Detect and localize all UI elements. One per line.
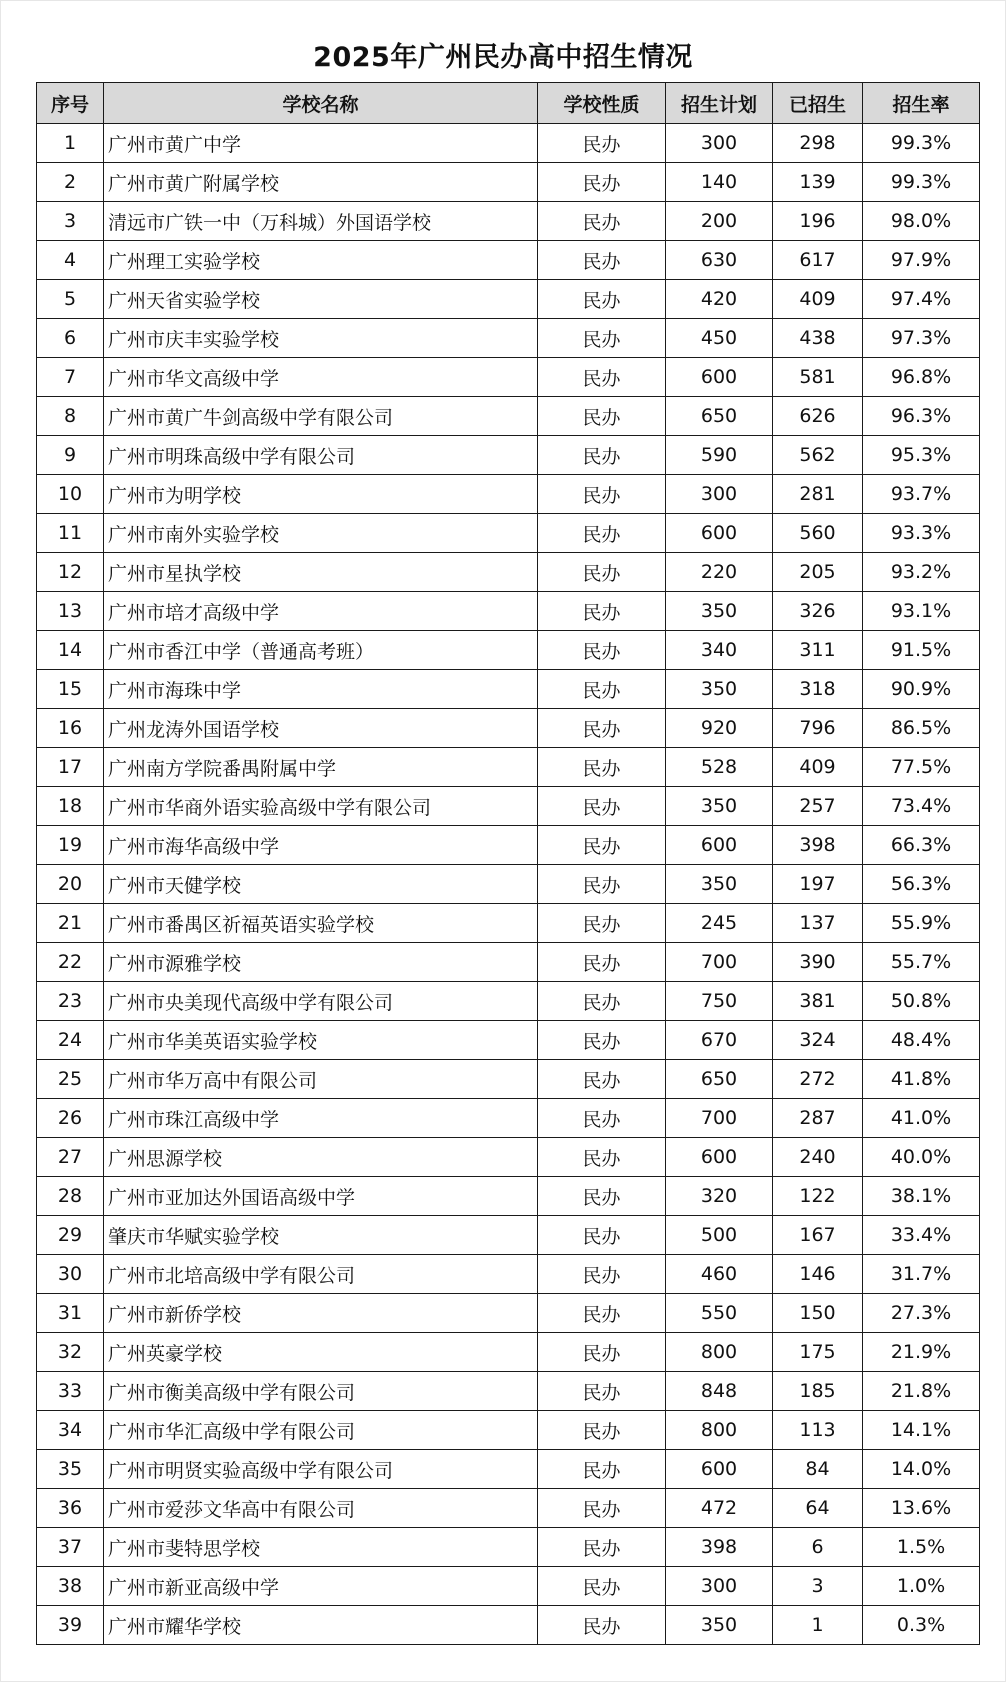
cell-enrolled: 257: [773, 787, 863, 826]
cell-school-name: 广州市斐特思学校: [104, 1528, 538, 1567]
cell-index: 24: [37, 1021, 104, 1060]
cell-school-type: 民办: [538, 1138, 666, 1177]
cell-rate: 21.8%: [863, 1372, 980, 1411]
cell-plan: 590: [666, 436, 773, 475]
cell-enrolled: 581: [773, 358, 863, 397]
cell-plan: 630: [666, 241, 773, 280]
cell-index: 14: [37, 631, 104, 670]
cell-school-type: 民办: [538, 163, 666, 202]
cell-plan: 350: [666, 1606, 773, 1645]
cell-index: 22: [37, 943, 104, 982]
cell-plan: 472: [666, 1489, 773, 1528]
cell-enrolled: 272: [773, 1060, 863, 1099]
cell-enrolled: 139: [773, 163, 863, 202]
cell-rate: 27.3%: [863, 1294, 980, 1333]
table-row: [37, 1528, 980, 1567]
cell-rate: 91.5%: [863, 631, 980, 670]
cell-enrolled: 560: [773, 514, 863, 553]
cell-school-type: 民办: [538, 1216, 666, 1255]
table-row: [37, 982, 980, 1021]
cell-index: 19: [37, 826, 104, 865]
cell-plan: 920: [666, 709, 773, 748]
cell-plan: 220: [666, 553, 773, 592]
cell-enrolled: 137: [773, 904, 863, 943]
table-row: [37, 787, 980, 826]
table-row: [37, 943, 980, 982]
cell-rate: 38.1%: [863, 1177, 980, 1216]
cell-enrolled: 64: [773, 1489, 863, 1528]
cell-school-type: 民办: [538, 514, 666, 553]
cell-enrolled: 146: [773, 1255, 863, 1294]
cell-index: 16: [37, 709, 104, 748]
cell-school-type: 民办: [538, 709, 666, 748]
cell-school-name: 肇庆市华赋实验学校: [104, 1216, 538, 1255]
cell-school-type: 民办: [538, 475, 666, 514]
cell-index: 8: [37, 397, 104, 436]
cell-rate: 41.0%: [863, 1099, 980, 1138]
cell-plan: 300: [666, 1567, 773, 1606]
cell-school-name: 广州市爱莎文华高中有限公司: [104, 1489, 538, 1528]
cell-school-type: 民办: [538, 787, 666, 826]
table-row: [37, 124, 980, 163]
cell-rate: 97.4%: [863, 280, 980, 319]
cell-plan: 350: [666, 592, 773, 631]
cell-school-name: 广州市明贤实验高级中学有限公司: [104, 1450, 538, 1489]
cell-rate: 1.0%: [863, 1567, 980, 1606]
cell-rate: 14.1%: [863, 1411, 980, 1450]
cell-enrolled: 381: [773, 982, 863, 1021]
cell-school-name: 广州理工实验学校: [104, 241, 538, 280]
cell-school-type: 民办: [538, 1567, 666, 1606]
cell-plan: 670: [666, 1021, 773, 1060]
cell-school-type: 民办: [538, 1333, 666, 1372]
cell-school-name: 广州市耀华学校: [104, 1606, 538, 1645]
cell-enrolled: 240: [773, 1138, 863, 1177]
cell-index: 39: [37, 1606, 104, 1645]
table-row: [37, 748, 980, 787]
cell-school-name: 广州市华汇高级中学有限公司: [104, 1411, 538, 1450]
table-row: [37, 904, 980, 943]
cell-enrolled: 287: [773, 1099, 863, 1138]
cell-enrolled: 196: [773, 202, 863, 241]
table-row: [37, 1411, 980, 1450]
cell-index: 18: [37, 787, 104, 826]
cell-rate: 90.9%: [863, 670, 980, 709]
table-row: [37, 1372, 980, 1411]
cell-enrolled: 197: [773, 865, 863, 904]
cell-index: 27: [37, 1138, 104, 1177]
cell-rate: 86.5%: [863, 709, 980, 748]
cell-school-name: 广州市为明学校: [104, 475, 538, 514]
cell-rate: 40.0%: [863, 1138, 980, 1177]
cell-school-type: 民办: [538, 1606, 666, 1645]
cell-school-name: 广州市天健学校: [104, 865, 538, 904]
cell-enrolled: 311: [773, 631, 863, 670]
table-row: [37, 1138, 980, 1177]
table-row: [37, 1216, 980, 1255]
cell-school-type: 民办: [538, 982, 666, 1021]
cell-enrolled: 175: [773, 1333, 863, 1372]
table-row: [37, 1021, 980, 1060]
cell-enrolled: 150: [773, 1294, 863, 1333]
cell-school-type: 民办: [538, 358, 666, 397]
cell-enrolled: 796: [773, 709, 863, 748]
cell-school-name: 广州市培才高级中学: [104, 592, 538, 631]
cell-index: 3: [37, 202, 104, 241]
cell-school-type: 民办: [538, 865, 666, 904]
cell-school-name: 广州市衡美高级中学有限公司: [104, 1372, 538, 1411]
cell-plan: 300: [666, 124, 773, 163]
table-row: [37, 709, 980, 748]
cell-school-name: 广州英豪学校: [104, 1333, 538, 1372]
cell-rate: 73.4%: [863, 787, 980, 826]
cell-school-name: 广州市明珠高级中学有限公司: [104, 436, 538, 475]
cell-school-type: 民办: [538, 592, 666, 631]
cell-rate: 77.5%: [863, 748, 980, 787]
cell-school-name: 广州市黄广中学: [104, 124, 538, 163]
cell-plan: 650: [666, 397, 773, 436]
table-row: [37, 1333, 980, 1372]
cell-plan: 750: [666, 982, 773, 1021]
cell-school-name: 广州市央美现代高级中学有限公司: [104, 982, 538, 1021]
cell-enrolled: 298: [773, 124, 863, 163]
cell-plan: 600: [666, 358, 773, 397]
cell-plan: 450: [666, 319, 773, 358]
cell-index: 35: [37, 1450, 104, 1489]
cell-enrolled: 113: [773, 1411, 863, 1450]
enrollment-table: [36, 82, 980, 1645]
table-row: [37, 436, 980, 475]
cell-rate: 99.3%: [863, 163, 980, 202]
cell-plan: 300: [666, 475, 773, 514]
cell-school-name: 广州市南外实验学校: [104, 514, 538, 553]
cell-index: 12: [37, 553, 104, 592]
cell-enrolled: 1: [773, 1606, 863, 1645]
cell-rate: 56.3%: [863, 865, 980, 904]
cell-plan: 600: [666, 826, 773, 865]
cell-school-type: 民办: [538, 1255, 666, 1294]
table-row: [37, 241, 980, 280]
cell-school-type: 民办: [538, 280, 666, 319]
cell-rate: 93.3%: [863, 514, 980, 553]
table-row: [37, 865, 980, 904]
table-row: [37, 475, 980, 514]
cell-school-type: 民办: [538, 241, 666, 280]
header-school-type: 学校性质: [538, 83, 666, 124]
table-row: [37, 670, 980, 709]
cell-index: 21: [37, 904, 104, 943]
cell-plan: 140: [666, 163, 773, 202]
cell-school-type: 民办: [538, 670, 666, 709]
cell-enrolled: 6: [773, 1528, 863, 1567]
cell-index: 11: [37, 514, 104, 553]
cell-index: 30: [37, 1255, 104, 1294]
cell-rate: 48.4%: [863, 1021, 980, 1060]
cell-plan: 500: [666, 1216, 773, 1255]
cell-index: 37: [37, 1528, 104, 1567]
cell-enrolled: 318: [773, 670, 863, 709]
cell-index: 2: [37, 163, 104, 202]
cell-plan: 550: [666, 1294, 773, 1333]
cell-school-type: 民办: [538, 1294, 666, 1333]
table-row: [37, 202, 980, 241]
cell-plan: 800: [666, 1333, 773, 1372]
table-row: [37, 358, 980, 397]
cell-enrolled: 409: [773, 748, 863, 787]
cell-school-name: 广州市黄广牛剑高级中学有限公司: [104, 397, 538, 436]
table-row: [37, 280, 980, 319]
cell-school-type: 民办: [538, 1411, 666, 1450]
table-row: [37, 1489, 980, 1528]
cell-rate: 1.5%: [863, 1528, 980, 1567]
cell-index: 28: [37, 1177, 104, 1216]
cell-enrolled: 409: [773, 280, 863, 319]
cell-enrolled: 84: [773, 1450, 863, 1489]
cell-plan: 350: [666, 865, 773, 904]
cell-school-type: 民办: [538, 124, 666, 163]
cell-school-name: 广州市源雅学校: [104, 943, 538, 982]
cell-school-type: 民办: [538, 904, 666, 943]
cell-index: 31: [37, 1294, 104, 1333]
cell-rate: 55.9%: [863, 904, 980, 943]
cell-school-type: 民办: [538, 1021, 666, 1060]
cell-school-name: 广州天省实验学校: [104, 280, 538, 319]
cell-rate: 55.7%: [863, 943, 980, 982]
table-row: [37, 397, 980, 436]
cell-enrolled: 438: [773, 319, 863, 358]
cell-rate: 99.3%: [863, 124, 980, 163]
cell-enrolled: 617: [773, 241, 863, 280]
cell-rate: 31.7%: [863, 1255, 980, 1294]
cell-plan: 460: [666, 1255, 773, 1294]
cell-school-type: 民办: [538, 1528, 666, 1567]
cell-plan: 600: [666, 1138, 773, 1177]
cell-enrolled: 390: [773, 943, 863, 982]
cell-rate: 97.9%: [863, 241, 980, 280]
cell-school-name: 广州市北培高级中学有限公司: [104, 1255, 538, 1294]
table-header: [37, 83, 980, 124]
cell-index: 15: [37, 670, 104, 709]
cell-school-name: 广州市庆丰实验学校: [104, 319, 538, 358]
cell-enrolled: 281: [773, 475, 863, 514]
cell-school-name: 广州市新亚高级中学: [104, 1567, 538, 1606]
header-index: 序号: [37, 83, 104, 124]
cell-rate: 93.1%: [863, 592, 980, 631]
table-row: [37, 553, 980, 592]
cell-rate: 98.0%: [863, 202, 980, 241]
cell-plan: 245: [666, 904, 773, 943]
cell-enrolled: 122: [773, 1177, 863, 1216]
cell-plan: 350: [666, 787, 773, 826]
cell-plan: 848: [666, 1372, 773, 1411]
cell-index: 29: [37, 1216, 104, 1255]
cell-rate: 41.8%: [863, 1060, 980, 1099]
cell-rate: 0.3%: [863, 1606, 980, 1645]
cell-plan: 700: [666, 1099, 773, 1138]
cell-index: 13: [37, 592, 104, 631]
cell-plan: 800: [666, 1411, 773, 1450]
cell-school-type: 民办: [538, 553, 666, 592]
cell-school-type: 民办: [538, 397, 666, 436]
cell-rate: 97.3%: [863, 319, 980, 358]
table-row: [37, 163, 980, 202]
cell-rate: 50.8%: [863, 982, 980, 1021]
cell-school-name: 广州南方学院番禺附属中学: [104, 748, 538, 787]
cell-school-name: 广州思源学校: [104, 1138, 538, 1177]
cell-school-name: 广州龙涛外国语学校: [104, 709, 538, 748]
cell-school-name: 广州市珠江高级中学: [104, 1099, 538, 1138]
cell-plan: 420: [666, 280, 773, 319]
table-row: [37, 826, 980, 865]
table-row: [37, 1567, 980, 1606]
cell-school-name: 广州市海珠中学: [104, 670, 538, 709]
cell-index: 36: [37, 1489, 104, 1528]
cell-school-name: 清远市广铁一中（万科城）外国语学校: [104, 202, 538, 241]
cell-index: 38: [37, 1567, 104, 1606]
cell-school-type: 民办: [538, 631, 666, 670]
cell-plan: 340: [666, 631, 773, 670]
table-row: [37, 1177, 980, 1216]
cell-school-name: 广州市香江中学（普通高考班）: [104, 631, 538, 670]
cell-school-type: 民办: [538, 943, 666, 982]
cell-enrolled: 167: [773, 1216, 863, 1255]
cell-school-name: 广州市华文高级中学: [104, 358, 538, 397]
cell-school-type: 民办: [538, 1060, 666, 1099]
cell-school-name: 广州市华美英语实验学校: [104, 1021, 538, 1060]
cell-index: 32: [37, 1333, 104, 1372]
cell-school-name: 广州市华商外语实验高级中学有限公司: [104, 787, 538, 826]
cell-rate: 21.9%: [863, 1333, 980, 1372]
table-row: [37, 1606, 980, 1645]
cell-plan: 600: [666, 514, 773, 553]
cell-index: 20: [37, 865, 104, 904]
cell-plan: 320: [666, 1177, 773, 1216]
cell-rate: 13.6%: [863, 1489, 980, 1528]
cell-school-type: 民办: [538, 319, 666, 358]
table-row: [37, 514, 980, 553]
header-enrolled: 已招生: [773, 83, 863, 124]
cell-index: 26: [37, 1099, 104, 1138]
cell-plan: 600: [666, 1450, 773, 1489]
cell-index: 23: [37, 982, 104, 1021]
cell-rate: 93.7%: [863, 475, 980, 514]
cell-school-type: 民办: [538, 1372, 666, 1411]
cell-rate: 96.3%: [863, 397, 980, 436]
cell-plan: 350: [666, 670, 773, 709]
cell-school-type: 民办: [538, 436, 666, 475]
cell-rate: 33.4%: [863, 1216, 980, 1255]
cell-enrolled: 562: [773, 436, 863, 475]
header-rate: 招生率: [863, 83, 980, 124]
cell-school-type: 民办: [538, 1177, 666, 1216]
cell-index: 4: [37, 241, 104, 280]
cell-plan: 398: [666, 1528, 773, 1567]
cell-school-name: 广州市华万高中有限公司: [104, 1060, 538, 1099]
table-row: [37, 1099, 980, 1138]
cell-school-name: 广州市亚加达外国语高级中学: [104, 1177, 538, 1216]
cell-plan: 650: [666, 1060, 773, 1099]
page-title: 2025年广州民办高中招生情况: [313, 42, 693, 73]
header-school-name: 学校名称: [104, 83, 538, 124]
table-row: [37, 1255, 980, 1294]
cell-rate: 95.3%: [863, 436, 980, 475]
cell-school-name: 广州市新侨学校: [104, 1294, 538, 1333]
table-row: [37, 319, 980, 358]
cell-rate: 66.3%: [863, 826, 980, 865]
table-row: [37, 631, 980, 670]
cell-enrolled: 3: [773, 1567, 863, 1606]
cell-enrolled: 324: [773, 1021, 863, 1060]
cell-enrolled: 326: [773, 592, 863, 631]
cell-enrolled: 205: [773, 553, 863, 592]
cell-index: 1: [37, 124, 104, 163]
cell-enrolled: 398: [773, 826, 863, 865]
cell-plan: 200: [666, 202, 773, 241]
cell-school-type: 民办: [538, 826, 666, 865]
cell-school-type: 民办: [538, 1099, 666, 1138]
cell-index: 5: [37, 280, 104, 319]
cell-school-name: 广州市番禺区祈福英语实验学校: [104, 904, 538, 943]
cell-index: 6: [37, 319, 104, 358]
table-row: [37, 1060, 980, 1099]
cell-rate: 93.2%: [863, 553, 980, 592]
cell-enrolled: 626: [773, 397, 863, 436]
cell-index: 7: [37, 358, 104, 397]
cell-school-type: 民办: [538, 202, 666, 241]
cell-index: 17: [37, 748, 104, 787]
cell-index: 34: [37, 1411, 104, 1450]
table-row: [37, 1294, 980, 1333]
cell-plan: 700: [666, 943, 773, 982]
cell-rate: 96.8%: [863, 358, 980, 397]
cell-school-name: 广州市黄广附属学校: [104, 163, 538, 202]
cell-school-name: 广州市星执学校: [104, 553, 538, 592]
cell-school-type: 民办: [538, 748, 666, 787]
table-body: [37, 124, 980, 1645]
header-row: [37, 83, 980, 124]
cell-rate: 14.0%: [863, 1450, 980, 1489]
table-row: [37, 1450, 980, 1489]
cell-plan: 528: [666, 748, 773, 787]
cell-school-type: 民办: [538, 1489, 666, 1528]
cell-school-name: 广州市海华高级中学: [104, 826, 538, 865]
cell-enrolled: 185: [773, 1372, 863, 1411]
cell-index: 10: [37, 475, 104, 514]
header-plan: 招生计划: [666, 83, 773, 124]
cell-school-type: 民办: [538, 1450, 666, 1489]
cell-index: 25: [37, 1060, 104, 1099]
cell-index: 33: [37, 1372, 104, 1411]
table-row: [37, 592, 980, 631]
cell-index: 9: [37, 436, 104, 475]
